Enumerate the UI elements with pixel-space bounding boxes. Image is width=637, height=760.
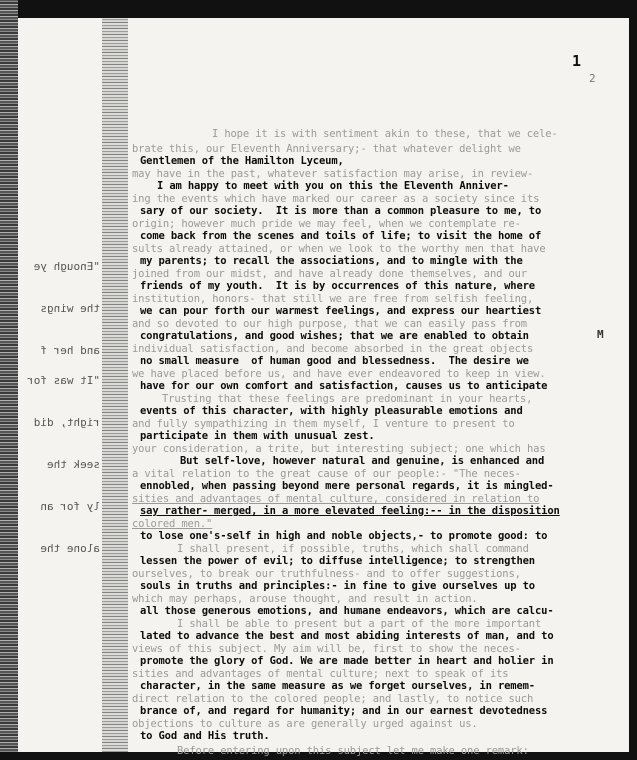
typed-line: no small measure of human good and blessedness. The desire we [140, 355, 529, 367]
scan-border-right [629, 0, 637, 760]
bleed-through-text-lower [22, 346, 100, 584]
faint-underlying-line: Trusting that these feelings are predominant in your hearts, [162, 393, 533, 405]
typed-line: congratulations, and good wishes; that we are enabled to obtain [140, 330, 529, 342]
bleed-line: and her f [40, 344, 100, 357]
typed-line: all those generous emotions, and humane endeavors, which are calcu- [140, 605, 554, 617]
typed-line: But self-love, however natural and genuine, is enhanced and [180, 455, 545, 467]
typed-line: I am happy to meet with you on this the Eleventh Anniver- [157, 180, 509, 192]
typed-line: events of this character, with highly pleasurable emotions and [140, 405, 523, 417]
faint-underlying-line: sities and advantages of mental culture; next to speak of its [132, 668, 509, 680]
margin-mark: M [597, 328, 604, 341]
faint-underlying-line: brate this, our Eleventh Anniversary;- that whatever delight we [132, 143, 521, 155]
paper-binding-strip [102, 18, 128, 752]
typed-line: participate in them with unusual zest. [140, 430, 375, 442]
faint-underlying-line: joined from our midst, and have already done themselves, and our [132, 268, 527, 280]
faint-underlying-line: ourselves, to break our truthfulness- and to offer suggestions, [132, 568, 521, 580]
faint-underlying-line: and so devoted to our high purpose, that we can easily pass from [132, 318, 527, 330]
faint-underlying-line: which may perhaps, arouse thought, and result in action. [132, 593, 478, 605]
faint-underlying-line: and fully sympathizing in them myself, I venture to present to [132, 418, 515, 430]
typed-line: promote the glory of God. We are made better in heart and holier in [140, 655, 554, 667]
typed-line: have for our own comfort and satisfaction, causes us to anticipate [140, 380, 548, 392]
typed-line: brance of, and regard for humanity; and in our earnest devotedness [140, 705, 548, 717]
typed-line: character, in the same measure as we forget ourselves, in remem- [140, 680, 535, 692]
typed-line: sary of our society. It is more than a common pleasure to me, to [140, 205, 542, 217]
faint-underlying-line: your consideration, a trite, but interesting subject; one which has [132, 443, 546, 455]
bleed-line: seek the [40, 458, 100, 471]
faint-underlying-line: sults already attained, or when we look to the worthy men that have [132, 243, 546, 255]
scan-border-top [0, 0, 637, 18]
faint-underlying-line: colored men." [132, 518, 213, 530]
typed-line: say rather- merged, in a more elevated feeling:-- in the disposition [140, 505, 560, 517]
faint-underlying-line: direct relation to the colored people; and lastly, to notice such [132, 693, 534, 705]
bleed-line: "Enough ye [33, 260, 100, 273]
typed-line: Gentlemen of the Hamilton Lyceum, [140, 155, 344, 167]
faint-underlying-line: views of this subject. My aim will be, first to show the neces- [132, 643, 521, 655]
typed-line: we can pour forth our warmest feelings, and express our heartiest [140, 305, 542, 317]
faint-underlying-line: objections to culture as are generally urged against us. [132, 718, 478, 730]
typed-line: ennobled, when passing beyond mere personal regards, it is mingled- [140, 480, 554, 492]
typed-line: come back from the scenes and toils of life; to visit the home of [140, 230, 542, 242]
typed-line: friends of my youth. It is by occurrences of this nature, where [140, 280, 535, 292]
bleed-line: right, did [33, 416, 100, 429]
faint-underlying-line: I hope it is with sentiment akin to these, that we cele- [212, 128, 558, 140]
scan-border-left [0, 0, 18, 760]
faint-underlying-line: institution, honors- that still we are free from selfish feeling, [132, 293, 534, 305]
faint-underlying-line: Before entering upon this subject let me make one remark: [177, 745, 529, 757]
faint-underlying-line: individual satisfaction, and become absorbed in the great objects [132, 343, 534, 355]
faint-underlying-line: a vital relation to the great cause of our people:- "The neces- [132, 468, 521, 480]
bleed-line: the wings [40, 302, 100, 315]
faint-page-number: 2 [589, 72, 596, 85]
page-number: 1 [572, 52, 582, 70]
bleed-line: "It was for [27, 374, 100, 387]
faint-underlying-line: may have in the past, whatever satisfaction may arise, in review- [132, 168, 534, 180]
bleed-line: ly for an [40, 500, 100, 513]
typed-line: to God and His truth. [140, 730, 270, 742]
faint-underlying-line: ing the events which have marked our career as a society since its [132, 193, 540, 205]
typed-line: lessen the power of evil; to diffuse intelligence; to strengthen [140, 555, 535, 567]
faint-underlying-line: sities and advantages of mental culture, considered in relation to [132, 493, 540, 505]
typed-line: lated to advance the best and most abiding interests of man, and to [140, 630, 554, 642]
faint-underlying-line: I shall be able to present but a part of the more important [177, 618, 542, 630]
bleed-line: alone the [40, 542, 100, 555]
faint-underlying-line: origin; however much pride we may feel, when we contemplate re- [132, 218, 521, 230]
typed-line: souls in truths and principles:- in fine to give ourselves up to [140, 580, 535, 592]
faint-underlying-line: I shall present, if possible, truths, which shall command [177, 543, 529, 555]
typed-line: to lose one's-self in high and noble objects,- to promote good: to [140, 530, 548, 542]
typed-line: my parents; to recall the associations, and to mingle with the [140, 255, 523, 267]
faint-underlying-line: we have placed before us, and have ever endeavored to keep in view. [132, 368, 546, 380]
